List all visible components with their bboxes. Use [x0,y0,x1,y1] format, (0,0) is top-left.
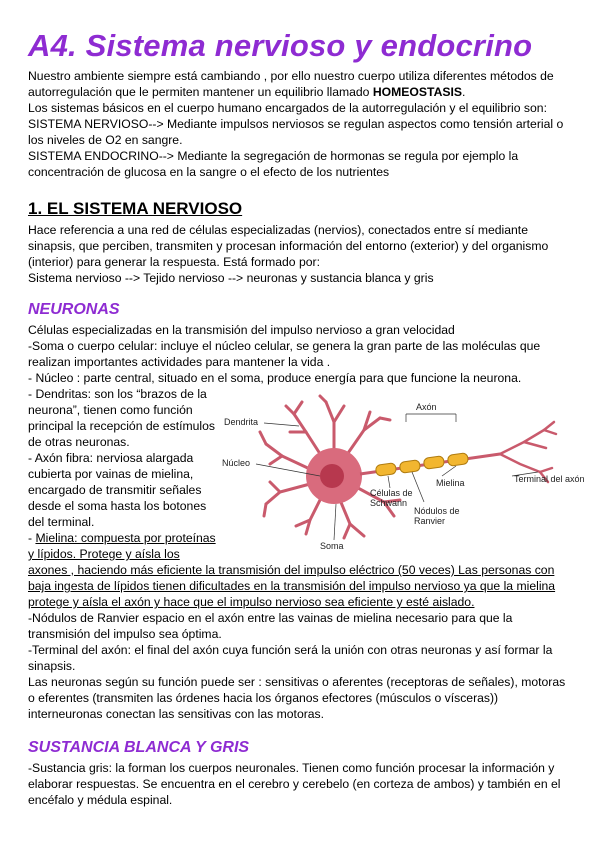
intro-line: Nuestro ambiente siempre está cambiando , por ello nuestro cuerpo utiliza diferentes métodos de [28,69,554,83]
paragraph-line: protege y aísla el axón y hace que el impulso nervioso sea eficiente y esté aislado. [28,595,475,609]
intro-line: autorregulación que le permiten mantener un equilibrio llamado HOMEOSTASIS. [28,85,466,99]
label-axon: Axón [416,402,437,412]
paragraph-line: transmisión del impulso sea óptima. [28,627,222,641]
label-nodulos-2: Ranvier [414,516,446,526]
label-dendrita: Dendrita [224,417,259,427]
paragraph-line: Hace referencia a una red de células especializadas (nervios), conectados entre sí mediante [28,223,528,237]
intro-line: Los sistemas básicos en el cuerpo humano encargados de la autorregulación y el equilibrio son: [28,101,547,115]
label-terminal: Terminal del axón [514,474,585,484]
paragraph-line: - Axón fibra: nerviosa alargada [28,451,194,465]
section-heading-sustancia: SUSTANCIA BLANCA Y GRIS [28,739,250,756]
paragraph-line: -Soma o cuerpo celular: incluye el núcleo celular, se genera la gran parte de las moléculas que [28,339,541,353]
intro-line: SISTEMA ENDOCRINO--> Mediante la segregación de hormonas se regula por ejemplo la [28,149,519,163]
document-title: A4. Sistema nervioso y endocrino [28,28,533,63]
label-soma: Soma [320,541,344,551]
paragraph-line: elaborar respuestas. Se encuentra en el cerebro y cerebelo (en corteza de ambos) y también en el [28,777,561,791]
label-celulas-1: Células de [370,488,413,498]
homeostasis-term: HOMEOSTASIS [372,85,463,99]
paragraph-line: y lípidos. Protege y aísla los [28,547,180,561]
section-heading-sistema-nervioso: 1. EL SISTEMA NERVIOSO [28,199,243,218]
paragraph-line: axones , haciendo más eficiente la transmisión del impulso eléctrico (50 veces) Las personas con [28,563,555,577]
intro-paragraph [28,68,563,180]
neuron-diagram [194,392,594,552]
paragraph-line: (interior) para generar la respuesta. Está formado por: [28,255,320,269]
paragraph-line: - Núcleo : parte central, situado en el soma, produce energía para que funcione la neurona. [28,371,522,385]
paragraph-line: Sistema nervioso --> Tejido nervioso --> neuronas y sustancia blanca y gris [28,271,434,285]
section-heading-neuronas: NEURONAS [28,301,120,318]
paragraph-line: Las neuronas según su función puede ser : sensitivas o aferentes (receptoras de señales), motoras [28,675,566,689]
label-celulas-2: Schwann [370,498,408,508]
label-mielina: Mielina [436,478,465,488]
paragraph-line: de otras neuronas. [28,435,130,449]
paragraph-line: sinapsis. [28,659,76,673]
paragraph-line: del terminal. [28,515,95,529]
paragraph-line: principal la recepción de estímulos [28,419,215,433]
axon-terminal [500,422,556,482]
paragraph-line: baja ingesta de lípidos tienen dificultades en la transmisión del impulso nervioso ya que la mielina [28,579,556,593]
paragraph-line: realizan importantes actividades para mantener la vida . [28,355,331,369]
paragraph-line: - Mielina: compuesta por proteínas [28,531,216,545]
sustancia-paragraph [28,760,561,808]
intro-line: SISTEMA NERVIOSO--> Mediante impulsos nerviosos se regulan aspectos como tensión arterial o [28,117,564,131]
paragraph-line: encéfalo y médula espinal. [28,793,173,807]
paragraph-line: cubierta por vainas de mielina, [28,467,194,481]
paragraph-line: o eferentes (transmiten las órdenes hacia los órganos efectores (músculos o vísceras)) [28,691,499,705]
label-nucleo: Núcleo [222,458,251,468]
sistema-nervioso-paragraph [28,222,548,286]
intro-line: concentración de glucosa en la sangre o el efecto de los nutrientes [28,165,390,179]
label-nodulos-1: Nódulos de [414,506,460,516]
paragraph-line: - Dendritas: son los “brazos de la [28,387,207,401]
paragraph-line: sinapsis, que perciben, transmiten y procesan información del entorno (exterior) y del organismo [28,239,549,253]
paragraph-line: -Nódulos de Ranvier espacio en el axón entre las vainas de mielina necesario para que la [28,611,513,625]
paragraph-line: Células especializadas en la transmisión del impulso nervioso a gran velocidad [28,323,455,337]
paragraph-line: -Sustancia gris: la forman los cuerpos neuronales. Tienen como función procesar la información y [28,761,555,775]
paragraph-line: -Terminal del axón: el final del axón cuya función será la unión con otras neuronas y así formar la [28,643,553,657]
nucleus [320,464,344,488]
paragraph-line: desde el soma hasta los botones [28,499,207,513]
paragraph-line: neurona”, tienen como función [28,403,193,417]
paragraph-line: interneuronas conectan las sensitivas con las motoras. [28,707,325,721]
paragraph-line: encargado de transmitir señales [28,483,202,497]
intro-line: los niveles de O2 en sangre. [28,133,183,147]
